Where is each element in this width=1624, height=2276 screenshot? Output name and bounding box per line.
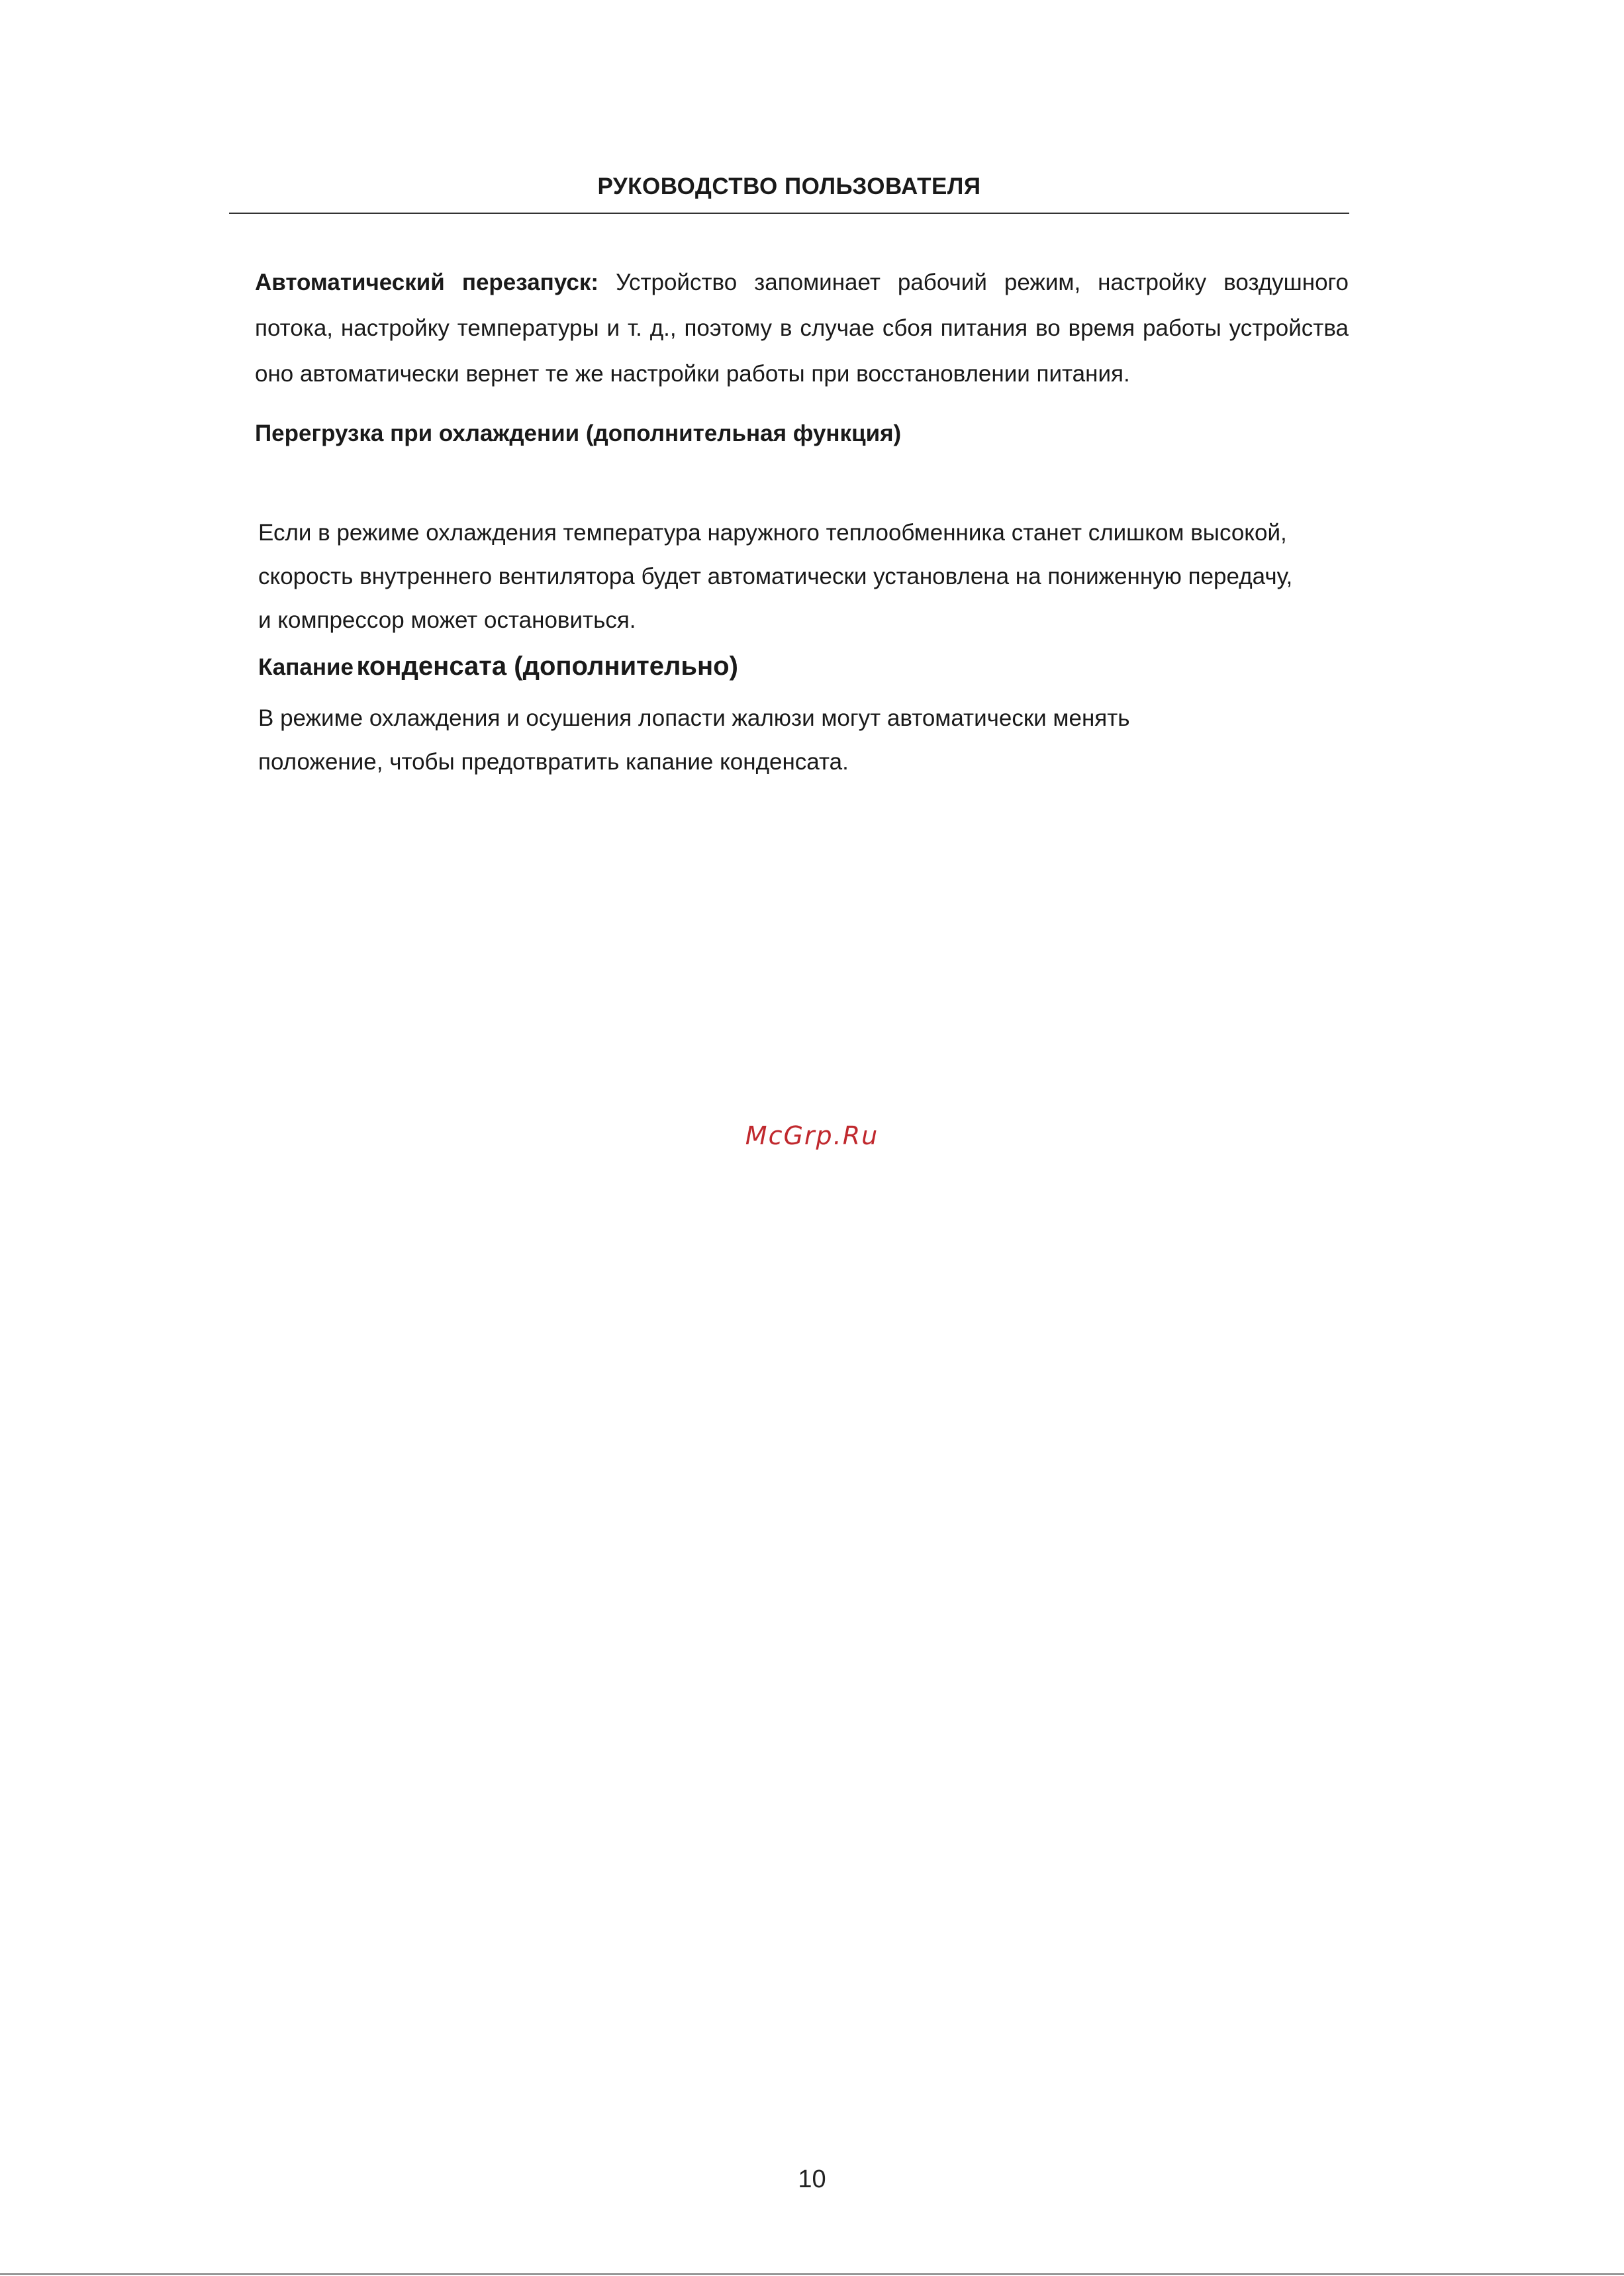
document-header-title: РУКОВОДСТВО ПОЛЬЗОВАТЕЛЯ <box>597 173 981 199</box>
condensate-drip-heading-part1: Капание <box>258 654 354 680</box>
cooling-overload-heading: Перегрузка при охлаждении (дополнительная функция) <box>255 421 902 446</box>
condensate-drip-heading-part2: конденсата (дополнительно) <box>356 652 738 681</box>
condensate-drip-paragraph <box>258 697 1384 784</box>
cooling-overload-line: и компрессор может остановиться. <box>258 607 636 633</box>
cooling-overload-paragraph <box>258 511 1384 642</box>
condensate-drip-heading <box>258 652 738 681</box>
condensate-drip-line: положение, чтобы предотвратить капание конденсата. <box>258 749 849 775</box>
page-bottom-edge <box>0 2273 1624 2275</box>
auto-restart-text: Устройство запоминает рабочий режим, настройку воздушного потока, настройку температуры и т. д., поэтому в случае сбоя питания во время работы устройства оно автоматически вернет те же настройки работы при восстановлении питания. <box>255 270 1349 387</box>
cooling-overload-line: скорость внутреннего вентилятора будет автоматически установлена на пониженную передачу, <box>258 564 1293 589</box>
page-number: 10 <box>798 2165 826 2193</box>
auto-restart-paragraph <box>255 260 1349 397</box>
auto-restart-lead: Автоматический перезапуск: <box>255 270 599 295</box>
watermark-text: McGrp.Ru <box>745 1121 879 1150</box>
condensate-drip-line: В режиме охлаждения и осушения лопасти жалюзи могут автоматически менять <box>258 705 1130 731</box>
cooling-overload-line: Если в режиме охлаждения температура наружного теплообменника станет слишком высокой, <box>258 520 1287 546</box>
header-divider <box>229 213 1349 214</box>
